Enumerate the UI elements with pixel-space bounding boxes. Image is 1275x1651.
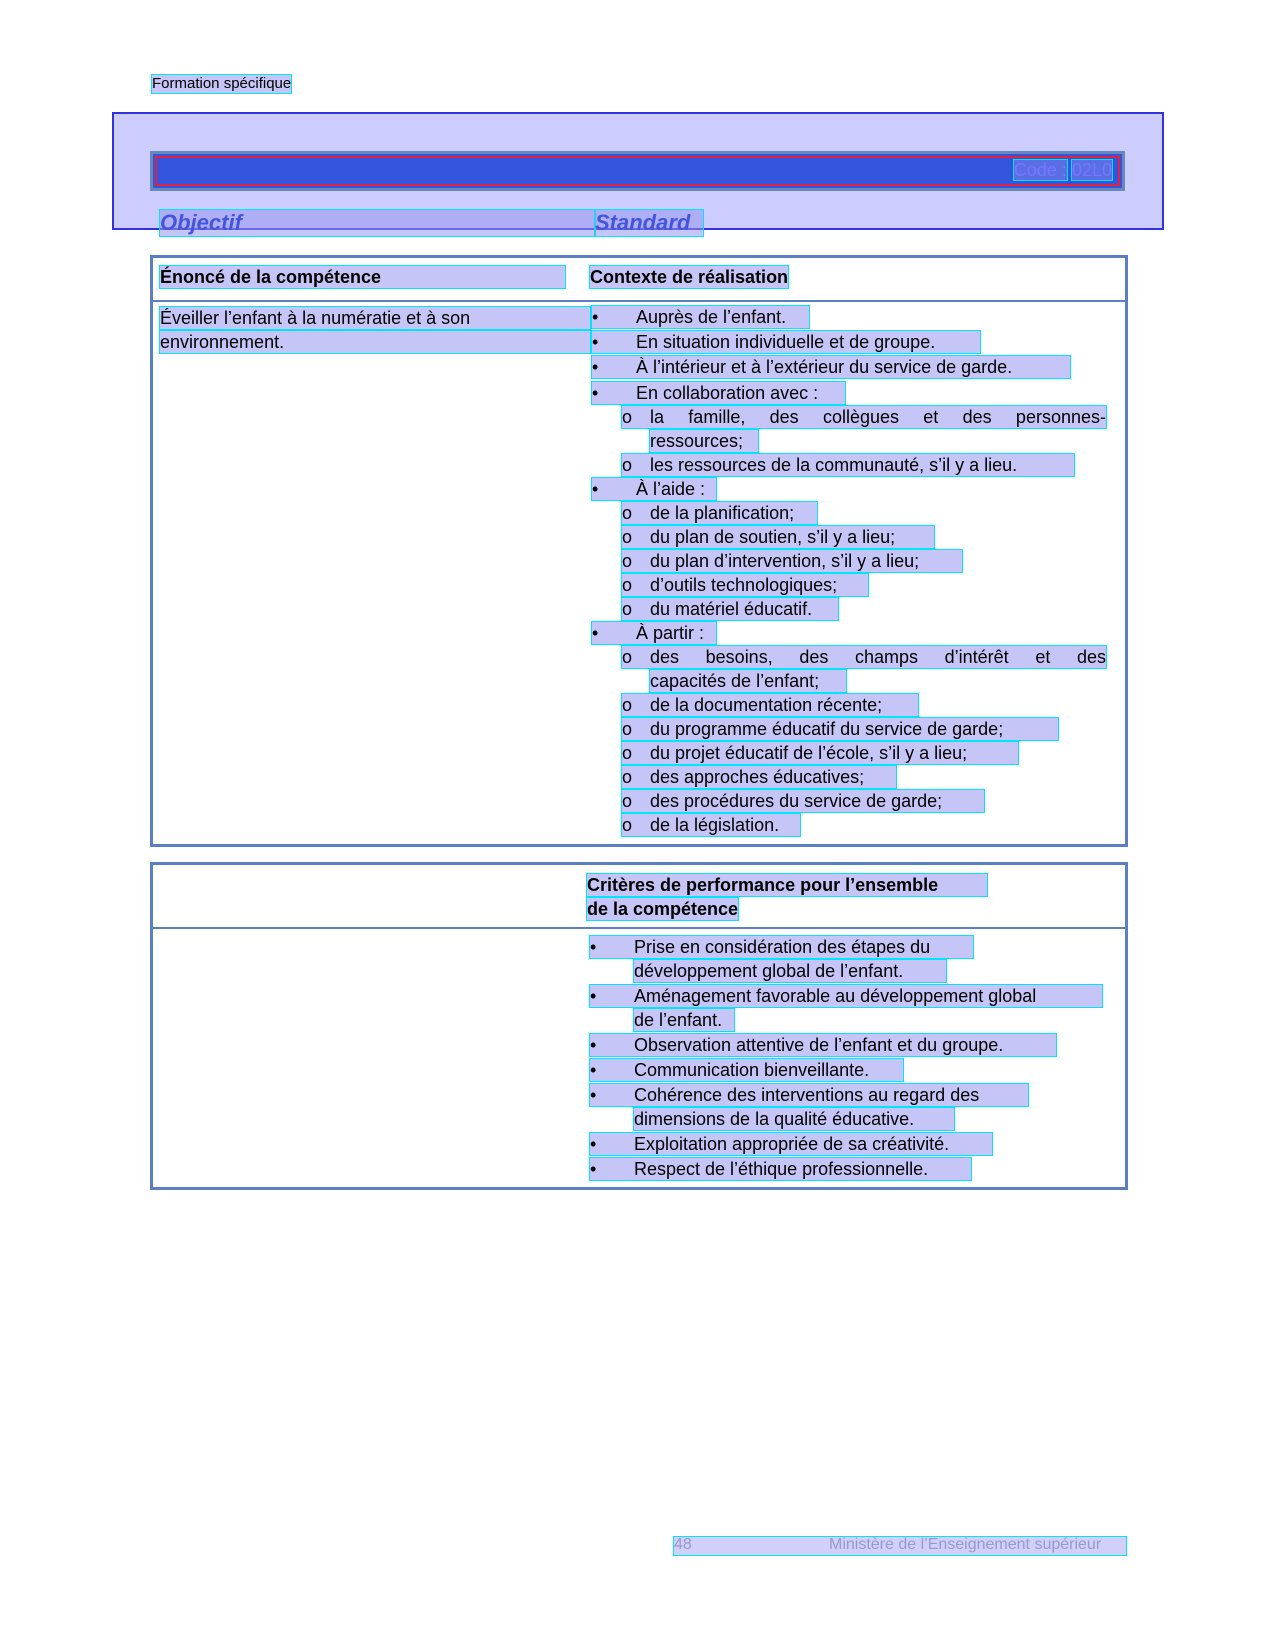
list-item: o du matériel éducatif. (622, 598, 838, 620)
list-item: • Respect de l’éthique professionnelle. (590, 1158, 971, 1180)
footer-ministry: Ministère de l’Enseignement supérieur (829, 1536, 1102, 1553)
enonce-header: Énoncé de la compétence (160, 266, 565, 288)
list-item: • Auprès de l’enfant. (592, 306, 809, 328)
list-item: o les ressources de la communauté, s’il y a lieu. (622, 454, 1074, 476)
list-item: o du plan de soutien, s’il y a lieu; (622, 526, 934, 548)
list-item: o d’outils technologiques; (622, 574, 868, 596)
list-item: • À partir : (592, 622, 716, 644)
list-item: o du plan d’intervention, s’il y a lieu; (622, 550, 962, 572)
list-item-continuation: capacités de l’enfant; (650, 670, 846, 692)
list-item: o la famille, des collègues et des personnes- (622, 407, 1106, 427)
list-item: • Aménagement favorable au développement global (590, 985, 1102, 1007)
header-divider (153, 927, 1125, 929)
list-item: • Observation attentive de l’enfant et du groupe. (590, 1034, 1056, 1056)
list-item: • Prise en considération des étapes du (590, 936, 973, 958)
code-bar-frame (155, 156, 1120, 186)
list-item: • Communication bienveillante. (590, 1059, 903, 1081)
list-item: • À l’intérieur et à l’extérieur du service de garde. (592, 356, 1070, 378)
objectif-heading: Objectif (160, 210, 595, 236)
header-divider (153, 300, 1125, 302)
standard-heading: Standard (595, 210, 703, 236)
list-item: o des besoins, des champs d’intérêt et des (622, 647, 1106, 667)
list-item: • En situation individuelle et de groupe. (592, 331, 980, 353)
list-item-continuation: de l’enfant. (634, 1009, 734, 1031)
competency-code (1014, 160, 1112, 180)
criteria-header-line1: Critères de performance pour l’ensemble (587, 874, 987, 896)
list-item-continuation: développement global de l’enfant. (634, 960, 946, 982)
enonce-text-line2: environnement. (160, 331, 590, 353)
list-item: o de la législation. (622, 814, 800, 836)
list-item-continuation: dimensions de la qualité éducative. (634, 1108, 954, 1130)
list-item-continuation: ressources; (650, 430, 758, 452)
code-bar (150, 151, 1125, 191)
list-item: o de la planification; (622, 502, 817, 524)
list-item: o de la documentation récente; (622, 694, 918, 716)
running-head: Formation spécifique (152, 75, 292, 92)
list-item: o du programme éducatif du service de garde; (622, 718, 1058, 740)
list-item: o du projet éducatif de l’école, s’il y a lieu; (622, 742, 1018, 764)
contexte-header: Contexte de réalisation (590, 267, 789, 287)
list-item: o des procédures du service de garde; (622, 790, 984, 812)
page-number: 48 (674, 1536, 692, 1553)
list-item: • Cohérence des interventions au regard des (590, 1084, 1028, 1106)
list-item: • Exploitation appropriée de sa créativité. (590, 1133, 992, 1155)
list-item: • À l’aide : (592, 478, 716, 500)
code-value: 02L0 (1071, 160, 1112, 180)
enonce-text-line1: Éveiller l’enfant à la numératie et à son (160, 307, 590, 329)
criteria-header-line2: de la compétence (587, 899, 739, 919)
list-item: o des approches éducatives; (622, 766, 896, 788)
list-item: • En collaboration avec : (592, 382, 845, 404)
code-label: Code : (1013, 160, 1067, 180)
